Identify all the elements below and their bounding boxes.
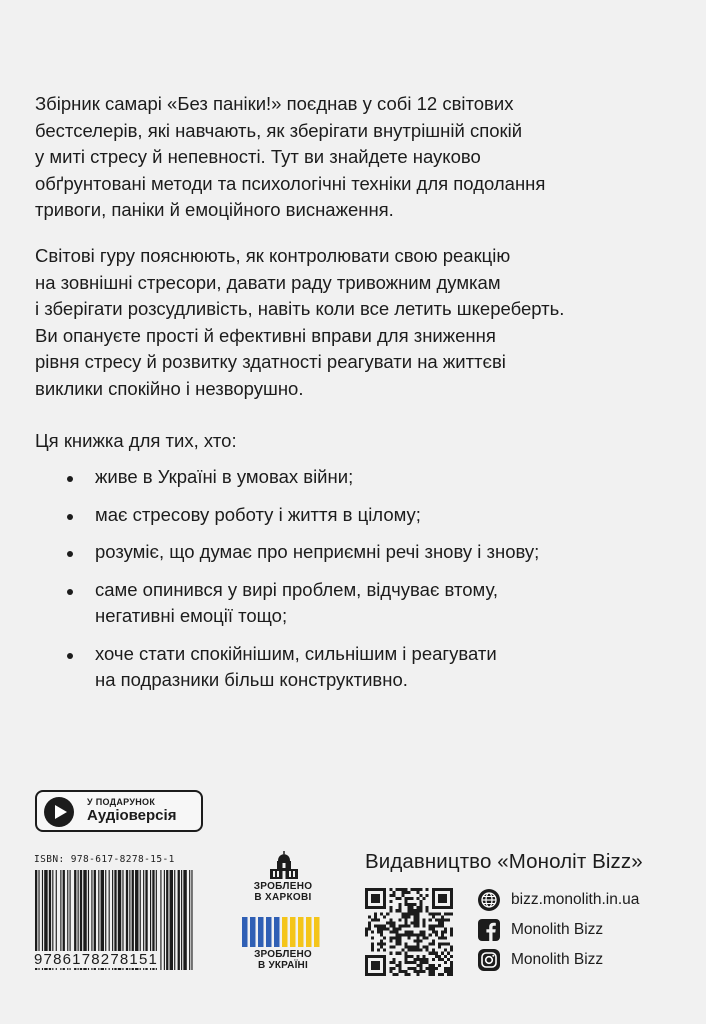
- made-in-kharkiv-label: [240, 881, 326, 903]
- audio-badge-caption: У ПОДАРУНОК: [87, 797, 156, 807]
- description-paragraph-1: [35, 91, 675, 224]
- audio-version-badge[interactable]: [35, 790, 203, 832]
- text-line: тривоги, паніки й емоційного виснаження.: [35, 199, 394, 220]
- list-item-text: негативні емоції тощо;: [95, 605, 288, 626]
- list-item: [35, 464, 539, 491]
- list-item-text: живе в Україні в умовах війни;: [95, 466, 354, 487]
- text-line: у миті стресу й непевності. Тут ви знайдете науково: [35, 146, 481, 167]
- text-line: Збірник самарі «Без паніки!» поєднав у собі 12 світових: [35, 93, 514, 114]
- isbn-label: ISBN: 978-617-8278-15-1: [34, 854, 175, 865]
- publisher-title: Видавництво «Моноліт Bizz»: [365, 850, 643, 873]
- text-line: обґрунтовані методи та психологічні техніки для подолання: [35, 172, 546, 194]
- ukraine-flag-icon: [242, 917, 322, 947]
- badge-line: В УКРАЇНІ: [258, 960, 308, 971]
- list-item-text: на подразники більш конструктивно.: [95, 669, 408, 690]
- barcode-number: 9786178278151: [34, 951, 159, 968]
- instagram-icon: [478, 949, 500, 971]
- audience-list: [35, 462, 539, 694]
- text-line: рівня стресу й розвитку здатності реагувати на життєві: [35, 351, 506, 372]
- text-line: і зберігати розсудливість, навіть коли все летить шкереберть.: [35, 298, 565, 319]
- text-line: виклики спокійно і незворушно.: [35, 377, 304, 399]
- made-in-ukraine-label: [240, 949, 326, 971]
- badge-line: В ХАРКОВІ: [254, 892, 312, 903]
- facebook-icon: [478, 919, 500, 941]
- list-item: [35, 502, 539, 529]
- text-line: бестселерів, які навчають, як зберігати внутрішній спокій: [35, 119, 523, 141]
- list-item: [35, 641, 539, 694]
- text-line: Ви опануєте прості й ефективні вправи для зниження: [35, 324, 496, 346]
- kharkiv-building-icon: [267, 850, 301, 880]
- audio-badge-title: Аудіоверсія: [87, 807, 177, 824]
- text-line: на зовнішні стресори, давати раду тривожним думкам: [35, 271, 501, 293]
- play-circle-icon: [44, 797, 74, 827]
- list-item-text: хоче стати спокійнішим, сильнішим і реагувати: [95, 642, 497, 664]
- description-paragraph-2: [35, 243, 675, 402]
- contact-facebook-text: Monolith Bizz: [511, 921, 604, 938]
- list-item-text: розуміє, що думає про неприємні речі знову і знову;: [95, 541, 540, 562]
- qr-code-icon[interactable]: [365, 888, 453, 976]
- contact-website-text: bizz.monolith.in.ua: [511, 891, 640, 908]
- audience-intro: Ця книжка для тих, хто:: [35, 430, 237, 451]
- globe-icon: [478, 889, 500, 911]
- list-item-text: має стресову роботу і життя в цілому;: [95, 503, 421, 525]
- list-item: [35, 539, 539, 566]
- list-item-text: саме опинився у вирі проблем, відчуває втому,: [95, 578, 498, 600]
- contact-instagram-text: Monolith Bizz: [511, 951, 604, 968]
- text-line: Світові гуру пояснюють, як контролювати свою реакцію: [35, 245, 511, 266]
- list-item: [35, 577, 539, 630]
- badge-line: ЗРОБЛЕНО: [253, 881, 313, 892]
- badge-line: ЗРОБЛЕНО: [254, 949, 312, 960]
